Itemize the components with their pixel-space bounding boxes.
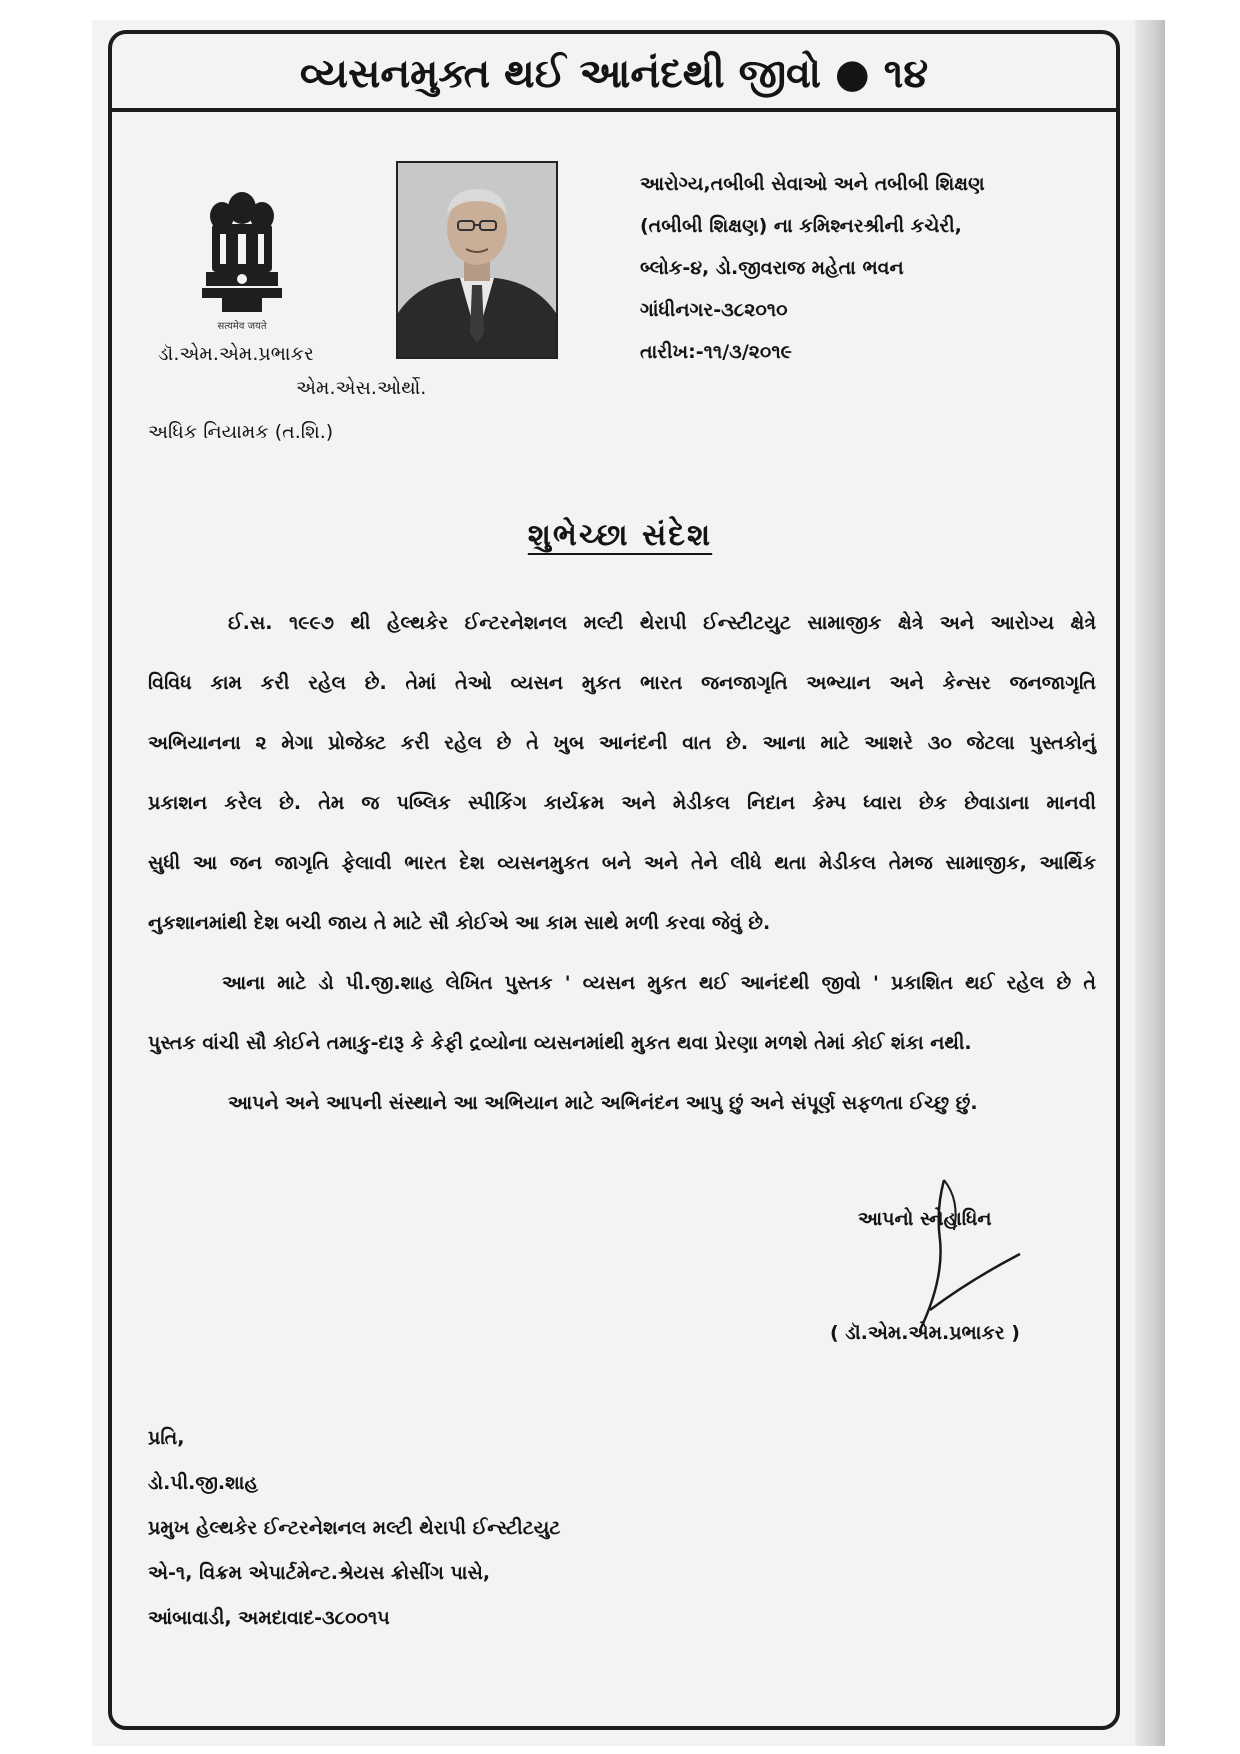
recipient-title: પ્રમુખ હેલ્થકેર ઈન્ટરનેશનલ મલ્ટી થેરાપી ઈન્સ્ટીટયુટ bbox=[148, 1517, 561, 1539]
recipient-name: ડો.પી.જી.શાહ bbox=[148, 1472, 258, 1494]
paragraph-2-line-2: પુસ્તક વાંચી સૌ કોઈને તમાકુ-દારૂ કે કેફી દ્રવ્યોના વ્યસનમાંથી મુકત થવા પ્રેરણા મળશે તેમાં કોઈ શંકા નથી. bbox=[148, 1032, 972, 1054]
address-line-4: ગાંધીનગર-૩૮૨૦૧૦ bbox=[640, 299, 788, 321]
message-title: શુભેચ્છા સંદેશ bbox=[527, 518, 713, 553]
address-line-2: (તબીબી શિક્ષણ) ના કમિશ્નરશ્રીની કચેરી, bbox=[640, 215, 962, 237]
book-spine-shadow bbox=[1135, 20, 1165, 1746]
paragraph-2-line-3: આપને અને આપની સંસ્થાને આ અભિયાન માટે અભિનંદન આપુ છું અને સંપૂર્ણ સફળતા ઈચ્છુ છું. bbox=[228, 1092, 978, 1114]
paragraph-1-line-1: ઈ.સ. ૧૯૯૭ થી હેલ્થકેર ઈન્ટરનેશનલ મલ્ટી થેરાપી ઈન્સ્ટીટયુટ સામાજીક ક્ષેત્રે અને આરોગ્ય ક્ષેત્રે bbox=[228, 612, 1096, 634]
paragraph-2-line-1: આના માટે ડો પી.જી.શાહ લેખિત પુસ્તક ' વ્યસન મુકત થઈ આનંદથી જીવો ' પ્રકાશિત થઈ રહેલ છે તે bbox=[222, 972, 1096, 994]
closing-salutation: આપનો સ્નેહાધિન bbox=[858, 1208, 992, 1230]
header-divider bbox=[108, 108, 1120, 112]
page-header: વ્યસનમુક્ત થઈ આનંદથી જીવો ● ૧૪ bbox=[299, 51, 929, 97]
paragraph-1-line-2: વિવિધ કામ કરી રહેલ છે. તેમાં તેઓ વ્યસન મુકત ભારત જનજાગૃતિ અભ્યાન અને કેન્સર જનજાગૃતિ bbox=[148, 672, 1096, 694]
address-line-3: બ્લોક-૪, ડો.જીવરાજ મહેતા ભવન bbox=[640, 257, 904, 279]
address-line-1: આરોગ્ય,તબીબી સેવાઓ અને તબીબી શિક્ષણ bbox=[640, 173, 985, 195]
paragraph-1-line-3: અભિયાનના ૨ મેગા પ્રોજેક્ટ કરી રહેલ છે તે ખુબ આનંદની વાત છે. આના માટે આશરે ૩૦ જેટલા પુસ્તકોનું bbox=[148, 732, 1096, 754]
closing-signatory: ( ડૉ.એમ.એમ.પ્રભાકર ) bbox=[830, 1322, 1020, 1344]
sender-name: ડૉ.એમ.એમ.પ્રભાકર bbox=[158, 343, 314, 365]
emblem-motto: सत्यमेव जयते bbox=[217, 321, 267, 332]
portrait-photo bbox=[396, 161, 558, 359]
recipient-line-1: પ્રતિ, bbox=[148, 1427, 185, 1449]
paragraph-1-line-5: સુધી આ જન જાગૃતિ ફેલાવી ભારત દેશ વ્યસનમુકત બને અને તેને લીધે થતા મેડીકલ તેમજ સામાજીક, આર્થિક bbox=[148, 852, 1096, 874]
sender-designation: અધિક નિયામક (ત.શિ.) bbox=[148, 421, 334, 443]
handwritten-signature bbox=[900, 1170, 1030, 1340]
ashoka-emblem-icon bbox=[192, 186, 292, 338]
recipient-address-2: આંબાવાડી, અમદાવાદ-૩૮૦૦૧૫ bbox=[148, 1607, 390, 1629]
sender-degree: એમ.એસ.ઓર્થો. bbox=[296, 377, 427, 399]
paragraph-1-line-6: નુકશાનમાંથી દેશ બચી જાય તે માટે સૌ કોઈએ આ કામ સાથે મળી કરવા જેવું છે. bbox=[148, 912, 771, 934]
recipient-address-1: એ-૧, વિક્રમ એપાર્ટમેન્ટ.શ્રેયસ ક્રોસીંગ પાસે, bbox=[148, 1562, 491, 1584]
paragraph-1-line-4: પ્રકાશન કરેલ છે. તેમ જ પબ્લિક સ્પીકિંગ કાર્યક્રમ અને મેડીકલ નિદાન કેમ્પ ધ્વારા છેક છેવાડાના માનવી bbox=[148, 792, 1096, 814]
date-line: તારીખ:-૧૧/૩/૨૦૧૯ bbox=[640, 341, 792, 363]
